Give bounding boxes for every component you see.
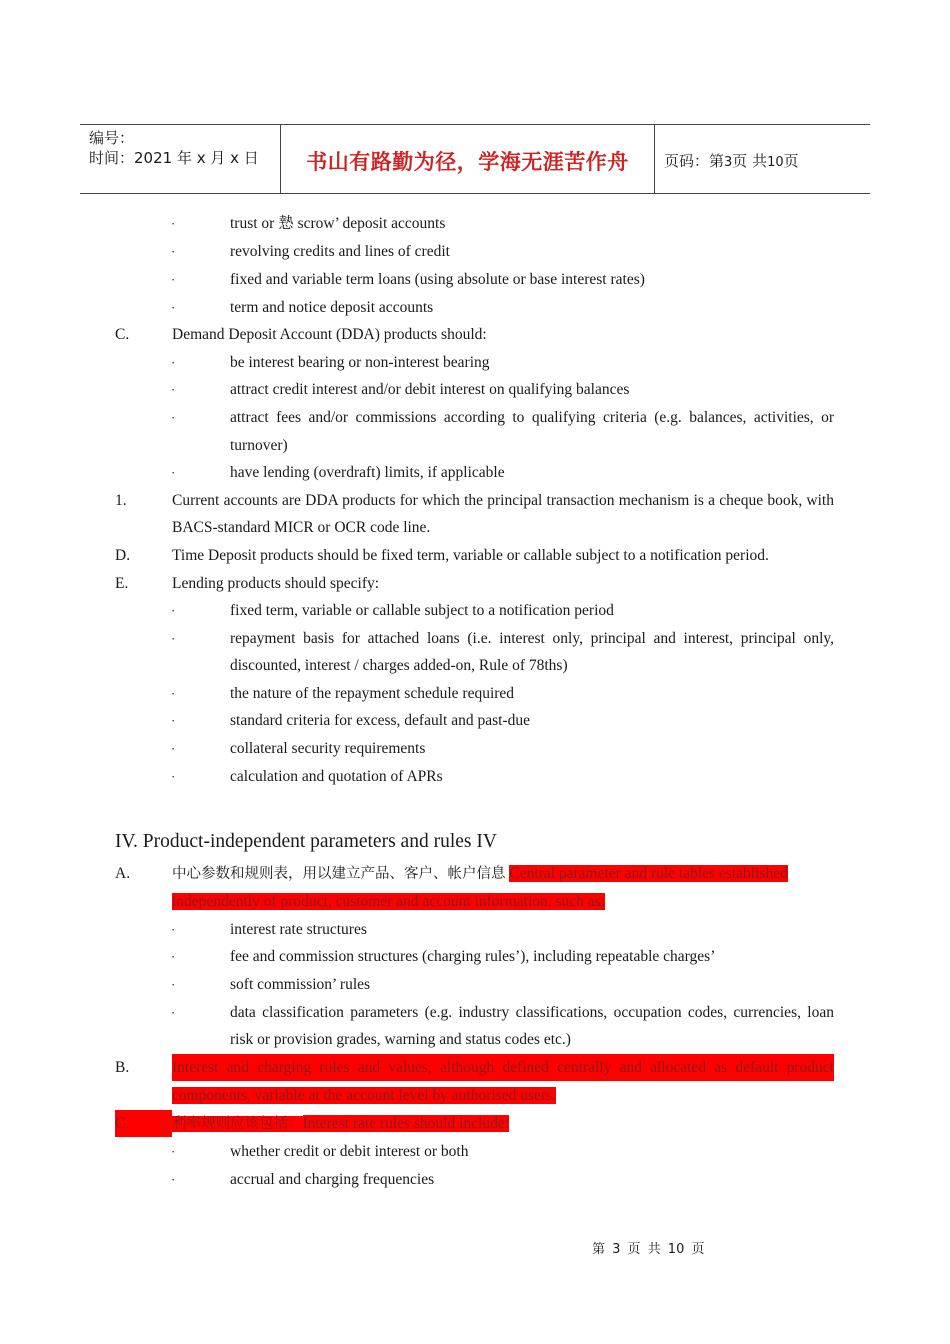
list-item (0, 971, 950, 998)
list-item-text: collateral security requirements (230, 740, 426, 757)
highlighted-text: components, variable at the account level by authorised users. (172, 1087, 556, 1104)
list-item (0, 597, 950, 624)
clause-e (0, 570, 950, 597)
page-mid: 页 共 (732, 152, 768, 170)
list-item-continuation (0, 652, 950, 679)
list-item-continuation (0, 432, 950, 459)
clause-text: BACS-standard MICR or OCR code line. (172, 519, 431, 536)
bullet-glyph: · (171, 949, 176, 964)
list-item-text: fixed term, variable or callable subject to a notification period (230, 602, 614, 619)
bullet-glyph: · (171, 244, 176, 259)
clause-text (172, 888, 834, 915)
bullet-glyph: · (171, 1144, 176, 1159)
list-item (0, 625, 950, 652)
page-suffix: 页 (783, 152, 799, 170)
bullet-glyph: · (171, 382, 176, 397)
list-item (0, 999, 950, 1026)
clause-continuation (0, 1082, 950, 1109)
clause-continuation (0, 514, 950, 541)
doc-number-label: 编号： (89, 129, 135, 147)
bullet-glyph: · (171, 769, 176, 784)
list-item (0, 210, 950, 237)
clause-continuation (0, 888, 950, 915)
bullet-glyph: · (171, 686, 176, 701)
bullet-glyph: · (171, 272, 176, 287)
list-item-text: trust or 慹 scrow’ deposit accounts (230, 215, 446, 232)
list-item-text: data classification parameters (e.g. industry classifications, occupation codes, currencies, loan (230, 1004, 834, 1021)
header-page-indicator (655, 125, 870, 193)
list-item-text: fee and commission structures (charging rules’), including repeatable charges’ (230, 948, 716, 965)
clause-marker: B. (115, 1059, 130, 1076)
bullet-glyph: · (171, 300, 176, 315)
page-current: 3 (724, 155, 733, 170)
list-item-text: term and notice deposit accounts (230, 299, 434, 316)
list-item-text: have lending (overdraft) limits, if applicable (230, 464, 505, 481)
list-item (0, 735, 950, 762)
list-item (0, 763, 950, 790)
doc-date-label: 时间：2021 年 x 月 x 日 (89, 149, 259, 167)
document-header (80, 124, 870, 194)
clause-text (172, 1082, 834, 1109)
clause-text: Time Deposit products should be fixed term, variable or callable subject to a notification period. (172, 547, 769, 564)
clause-text: Lending products should specify: (172, 575, 380, 592)
clause-c (0, 321, 950, 348)
clause-marker: C. (115, 1110, 172, 1137)
list-item (0, 294, 950, 321)
clause-marker: E. (115, 575, 129, 592)
list-item (0, 943, 950, 970)
list-item (0, 459, 950, 486)
list-item (0, 1138, 950, 1165)
clause-a (0, 860, 950, 887)
bullet-glyph: · (171, 977, 176, 992)
highlighted-text: Interest rate rules should include: (302, 1115, 510, 1132)
list-item (0, 680, 950, 707)
section-heading: IV. Product-independent parameters and rules IV (115, 831, 497, 852)
page-total: 10 (767, 155, 784, 170)
highlighted-text: Interest and charging rules and values, although defined centrally and allocated as default product (172, 1054, 834, 1081)
clause-marker: C. (115, 326, 130, 343)
list-item-text: accrual and charging frequencies (230, 1171, 435, 1188)
bullet-glyph: · (171, 216, 176, 231)
list-item (0, 376, 950, 403)
list-item-text: risk or provision grades, warning and status codes etc.) (230, 1031, 571, 1048)
list-item-text: fixed and variable term loans (using absolute or base interest rates) (230, 271, 645, 288)
list-item-text: discounted, interest / charges added-on, Rule of 78ths) (230, 657, 568, 674)
clause-text (172, 860, 834, 888)
list-item-text: standard criteria for excess, default and past-due (230, 712, 530, 729)
list-item-text: whether credit or debit interest or both (230, 1143, 469, 1160)
clause-marker: A. (115, 865, 131, 882)
list-item-text: attract credit interest and/or debit interest on qualifying balances (230, 381, 630, 398)
list-item-text: turnover) (230, 437, 288, 454)
clause-text (172, 1110, 834, 1138)
list-item (0, 707, 950, 734)
clause-text: Demand Deposit Account (DDA) products should: (172, 326, 487, 343)
list-item-text: soft commission’ rules (230, 976, 371, 993)
bullet-glyph: · (171, 1005, 176, 1020)
clause-c2 (0, 1110, 950, 1137)
page-prefix: 页码：第 (664, 152, 725, 170)
bullet-glyph: · (171, 631, 176, 646)
list-item (0, 1166, 950, 1193)
list-item-text: interest rate structures (230, 921, 367, 938)
bullet-glyph: · (171, 465, 176, 480)
header-meta-cell (80, 125, 281, 193)
clause-b (0, 1054, 950, 1081)
clause-text-zh: 中心参数和规则表，用以建立产品、客户、帐户信息 (172, 866, 506, 882)
list-item-continuation (0, 1026, 950, 1053)
header-motto: 书山有路勤为径，学海无涯苦作舟 (281, 125, 655, 193)
bullet-glyph: · (171, 1172, 176, 1187)
list-item-text: repayment basis for attached loans (i.e. interest only, principal and interest, principal only, (230, 630, 834, 647)
list-item (0, 404, 950, 431)
list-item-text: be interest bearing or non-interest bearing (230, 354, 490, 371)
bullet-glyph: · (171, 741, 176, 756)
list-item (0, 349, 950, 376)
page-footer: 第 3 页 共 10 页 (592, 1242, 705, 1257)
clause-d (0, 542, 950, 569)
bullet-glyph: · (171, 713, 176, 728)
list-item-text: attract fees and/or commissions according to qualifying criteria (e.g. balances, activities, or (230, 409, 834, 426)
highlighted-text: independently of product, customer and account information, such as: (172, 893, 606, 910)
list-item-text: the nature of the repayment schedule required (230, 685, 515, 702)
list-item-text: revolving credits and lines of credit (230, 243, 450, 260)
bullet-glyph: · (171, 922, 176, 937)
list-item (0, 916, 950, 943)
list-item (0, 238, 950, 265)
bullet-glyph: · (171, 603, 176, 618)
list-item (0, 266, 950, 293)
clause-1 (0, 487, 950, 514)
highlighted-text-zh: 利率规则应该包括： (172, 1116, 303, 1132)
highlighted-text: Central parameter and rule tables established (509, 865, 788, 882)
bullet-glyph: · (171, 355, 176, 370)
clause-marker: D. (115, 547, 131, 564)
clause-marker: 1. (115, 492, 127, 509)
list-item-text: calculation and quotation of APRs (230, 768, 443, 785)
bullet-glyph: · (171, 410, 176, 425)
clause-text: Current accounts are DDA products for which the principal transaction mechanism is a cheque book, with (172, 492, 834, 509)
